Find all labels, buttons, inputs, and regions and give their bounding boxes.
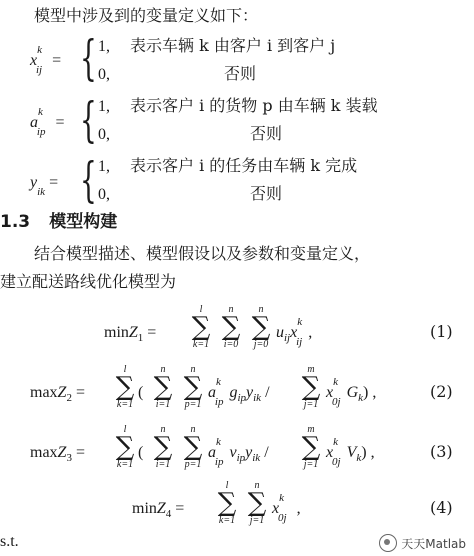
section-number: 1.3 [0,212,31,232]
def-a-case1: 1, 表示客户 i 的货物 p 由车辆 k 装载 [98,96,378,115]
def-x-lhs: $x^k_{ij}$ = [30,43,62,77]
equation-label: (4) [430,498,453,517]
equation-1: minZ$_1$ = l ∑ k=1 n ∑ i=0 n ∑ j=0 $u_{ij}x^k_{ij}$, (1) [104,304,453,350]
def-y-case1: 1, 表示客户 i 的任务由车辆 k 完成 [98,156,358,175]
brace: { [80,30,97,86]
equation-4: minZ$_4$ = l ∑ k=1 n ∑ j=1 $x^k_{0j}$ , (4) [132,480,453,526]
def-a-case0: 0, 否则 [98,124,283,143]
def-a-lhs: $a^k_{ip}$ = [30,105,65,139]
def-x-case0: 0, 否则 [98,64,257,83]
equation-label: (2) [430,382,453,401]
equation-2: maxZ$_2$ = l ∑ k=1 ( n ∑ i=1 n ∑ p=1 $a^k_{ip}g_{ip}y_{ik}$ / m ∑ j=1 $x^k_{0j}G_k$) , (2) [30,364,453,410]
section-heading [0,212,117,232]
paragraph-line-2: 建立配送路线优化模型为 [0,272,177,291]
watermark-text: 天天Matlab [401,536,466,551]
subject-to-label: s.t. [0,533,19,550]
equation-label: (1) [430,322,453,341]
brace: { [80,152,97,208]
def-y-case0: 0, 否则 [98,184,283,203]
equation-3: maxZ$_3$ = l ∑ k=1 ( n ∑ i=1 n ∑ p=1 $a^k_{ip}v_{ip}y_{ik}$ / m ∑ j=1 $x^k_{0j}V_k$) , (3) [30,424,453,470]
def-y-lhs: $y_{ik}$ = [30,174,59,199]
section-title: 模型构建 [49,212,118,232]
paragraph-line-1: 结合模型描述、模型假设以及参数和变量定义， [34,244,371,263]
wechat-logo-icon [379,534,397,552]
brace: { [80,92,97,148]
equation-label: (3) [430,442,453,461]
intro-text: 模型中涉及到的变量定义如下： [34,6,259,25]
watermark [379,534,466,552]
def-x-case1: 1, 表示车辆 k 由客户 i 到客户 j [98,36,336,55]
